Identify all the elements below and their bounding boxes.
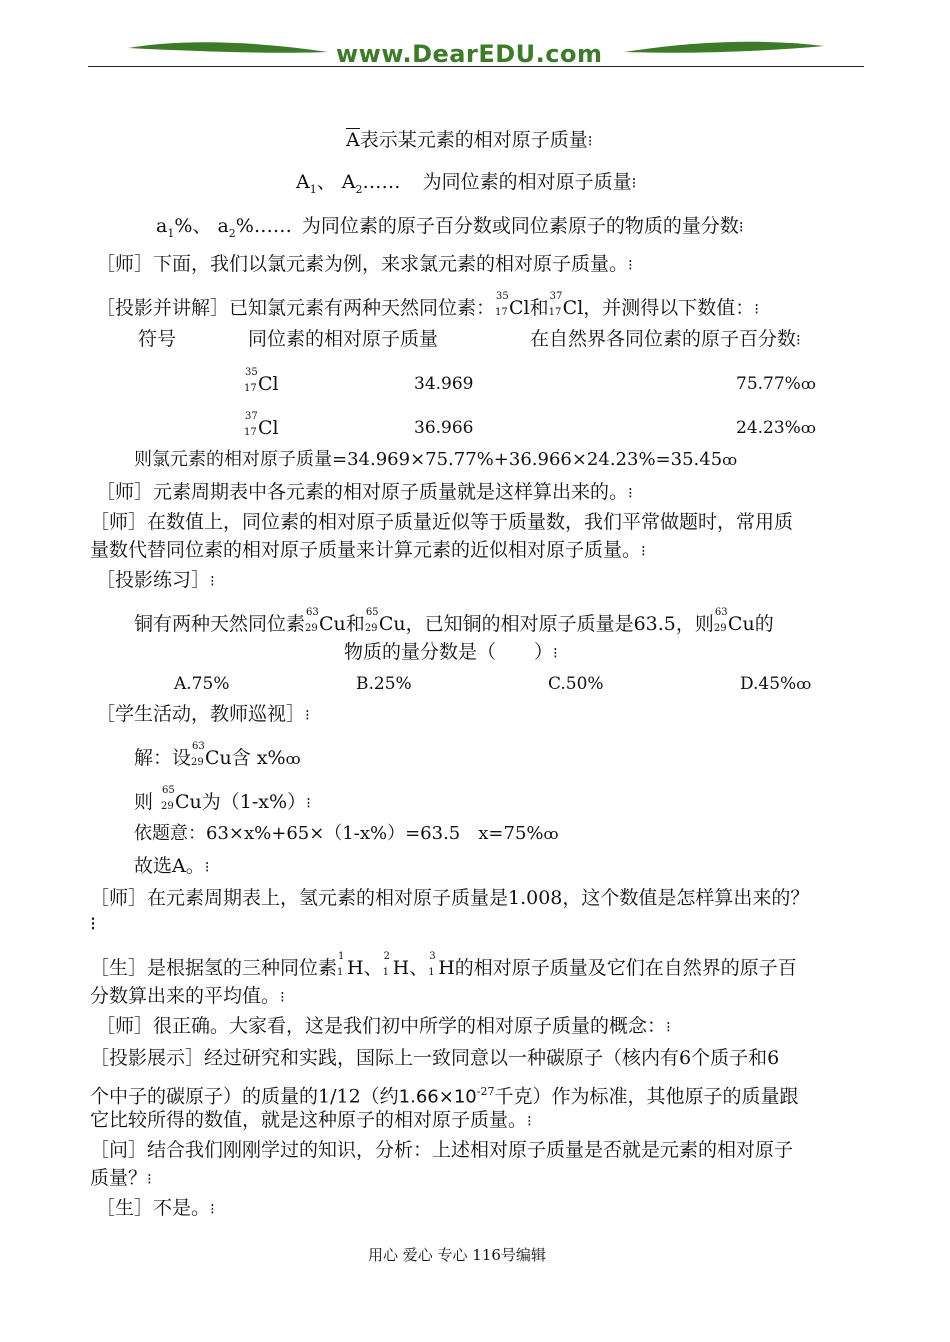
- projection-display-line-3: 它比较所得的数值，就是这种原子的相对原子质量。⁝: [90, 1109, 532, 1131]
- teacher-line-2: ［师］元素周期表中各元素的相对原子质量就是这样算出来的。⁝: [96, 481, 633, 503]
- teacher-line-3a: ［师］在数值上，同位素的相对原子质量近似等于质量数，我们平常做题时，常用质: [90, 511, 794, 533]
- solution-line-2: 则 65 29 Cu为（1-x%）⁝: [134, 785, 311, 813]
- option-a: A.75%: [174, 674, 230, 694]
- exercise-question-line-1: 铜有两种天然同位素 63 29 Cu和 65 29 Cu，已知铜的相对原子质量是63.5，则 63 29 Cu的: [134, 607, 774, 635]
- option-c: C.50%: [548, 674, 604, 694]
- student-answer-2: ［生］不是。⁝: [96, 1197, 215, 1219]
- table-row-cl37-mass: 36.966: [414, 418, 474, 438]
- exercise-question-line-2: 物质的量分数是（ ）⁝: [344, 641, 558, 663]
- table-head-percent: 在自然界各同位素的原子百分数⁝: [530, 328, 801, 350]
- site-logo-text: www.DearEDU.com: [336, 40, 603, 68]
- student-answer-line-1: ［生］是根据氢的三种同位素 1 1 H、 2 1 H、 3 1 H的相对原子质量及它们在自然界的原子百: [90, 951, 797, 979]
- a-percent-line: $a_1\%$、 $a_2\%\dots\dots$ 为同位素的原子百分数或同位素原子的物质的量分数⁝: [156, 215, 744, 240]
- teacher-line-5: ［师］很正确。大家看，这是我们初中所学的相对原子质量的概念：⁝: [96, 1015, 671, 1037]
- projection-exercise-label: ［投影练习］⁝: [96, 569, 215, 591]
- question-line-2: 质量？⁝: [90, 1167, 152, 1189]
- projection-chlorine: ［投影并讲解］已知氯元素有两种天然同位素： 35 17 Cl和 37 17 Cl，并测得以下数值：⁝: [96, 291, 760, 319]
- projection-display-line-1: ［投影展示］经过研究和实践，国际上一致同意以一种碳原子（核内有6个质子和6: [90, 1047, 780, 1069]
- option-b: B.25%: [356, 674, 412, 694]
- teacher-line-1: ［师］下面，我们以氯元素为例，来求氯元素的相对原子质量。⁝: [96, 253, 633, 275]
- table-row-cl35-mass: 34.969: [414, 374, 474, 394]
- teacher-line-4-mark: ⁝: [90, 913, 97, 935]
- solution-line-1: 解：设 63 29 Cu含 x%ꝏ: [134, 741, 301, 769]
- table-head-symbol: 符号: [138, 328, 177, 350]
- student-answer-line-2: 分数算出来的平均值。⁝: [90, 985, 285, 1007]
- page-footer: 用心 爱心 专心 116号编辑: [368, 1246, 546, 1264]
- teacher-line-4: ［师］在元素周期表上，氢元素的相对原子质量是1.008，这个数值是怎样算出来的？: [90, 887, 810, 909]
- projection-display-line-2: 个中子的碳原子）的质量的1/12（约$1.66\times 10^{-27}$千克）作为标准，其他原子的质量跟: [90, 1085, 799, 1108]
- table-row-cl37-percent: 24.23%ꝏ: [736, 418, 816, 438]
- header-divider: [88, 66, 864, 67]
- table-row-cl35-percent: 75.77%ꝏ: [736, 374, 816, 394]
- student-activity-label: ［学生活动，教师巡视］⁝: [96, 703, 310, 725]
- solution-line-4: 故选A。⁝: [134, 855, 210, 877]
- option-d: D.45%ꝏ: [740, 674, 812, 694]
- abar-line: A表示某元素的相对原子质量⁝: [346, 129, 593, 151]
- a-values-line: $A_1$、 $A_2\dots\dots$ 为同位素的相对原子质量⁝: [296, 171, 637, 196]
- teacher-line-3b: 量数代替同位素的相对原子质量来计算元素的近似相对原子质量。⁝: [90, 539, 646, 561]
- table-row-cl35-symbol: 35 17 Cl: [244, 367, 279, 395]
- chlorine-calculation: 则氯元素的相对原子质量=34.969×75.77%+36.966×24.23%=35.45ꝏ: [134, 449, 738, 470]
- table-row-cl37-symbol: 37 17 Cl: [244, 411, 279, 439]
- question-line-1: ［问］结合我们刚刚学过的知识，分析：上述相对原子质量是否就是元素的相对原子: [90, 1139, 794, 1161]
- table-head-mass: 同位素的相对原子质量: [248, 328, 439, 350]
- solution-line-3: 依题意：63×x%+65×（1-x%）=63.5 x=75%ꝏ: [134, 823, 559, 844]
